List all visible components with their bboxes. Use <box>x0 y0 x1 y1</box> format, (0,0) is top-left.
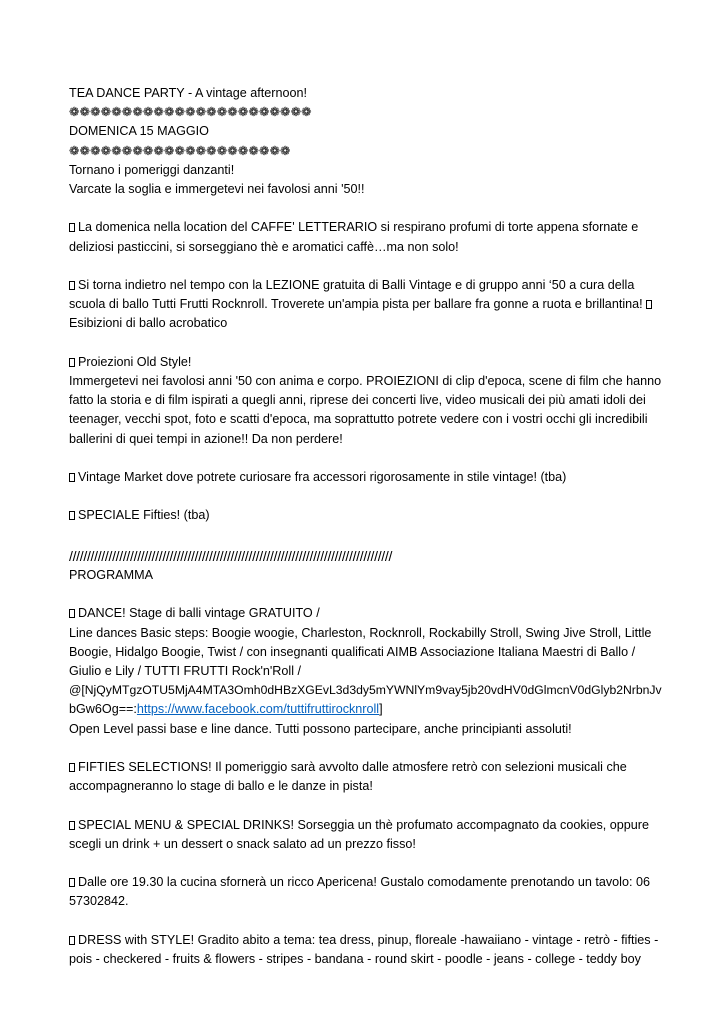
dance-link-line: bGw6Og==:https://www.facebook.com/tuttifruttirocknroll] <box>69 702 383 717</box>
dance-code: @[NjQyMTgzOTU5MjA4MTA3Omh0dHBzXGEvL3d3dy5mYWNlYm9vay5jb20vdHV0dGlmcnV0dGlyb2NrbnJv <box>69 683 662 698</box>
missing-glyph-icon <box>69 511 75 520</box>
paragraph-speciale: SPECIALE Fifties! (tba) <box>69 506 669 525</box>
missing-glyph-icon <box>646 300 652 309</box>
paragraph-dress: DRESS with STYLE! Gradito abito a tema: tea dress, pinup, floreale -hawaiiano - vintage - retrò - fifties - pois - checkered - fruits & flowers - stripes - bandana - round skirt - poodle - jeans - college - teddy boy <box>69 932 659 966</box>
paragraph-market: Vintage Market dove potrete curiosare fra accessori rigorosamente in stile vintage! (tba) <box>69 468 669 487</box>
paragraph-lesson: Si torna indietro nel tempo con la LEZIONE gratuita di Balli Vintage e di gruppo anni ‘50 a cura della scuola di ballo Tutti Frutti Rocknroll. Troverete un'ampia pista per ballare fra gonne a ruota e brillantina! Esibizioni di ballo acrobatico <box>69 276 669 334</box>
dance-level: Open Level passi base e line dance. Tutti possono partecipare, anche principianti assoluti! <box>69 721 572 736</box>
paragraph-fifties: FIFTIES SELECTIONS! Il pomeriggio sarà avvolto dalle atmosfere retrò con selezioni musicali che accompagneranno lo stage di ballo e le danze in pista! <box>69 759 627 794</box>
slash-divider: ////////////////////////////////////////////////////////////////////////////////////////// <box>69 547 393 564</box>
missing-glyph-icon <box>69 763 75 772</box>
event-title: TEA DANCE PARTY - A vintage afternoon! <box>69 86 308 100</box>
program-heading: PROGRAMMA <box>69 567 153 582</box>
event-date: DOMENICA 15 MAGGIO <box>69 124 209 139</box>
missing-glyph-icon <box>69 281 75 290</box>
paragraph-apericena: Dalle ore 19.30 la cucina sfornerà un ricco Apericena! Gustalo comodamente prenotando un tavolo: 06 57302842. <box>69 875 650 909</box>
dance-title: DANCE! Stage di balli vintage GRATUITO / <box>69 604 669 623</box>
missing-glyph-icon <box>69 223 75 232</box>
decorative-stars: ❁❁❁❁❁❁❁❁❁❁❁❁❁❁❁❁❁❁❁❁❁❁❁ <box>69 105 312 120</box>
intro-line: Tornano i pomeriggi danzanti! <box>69 162 235 177</box>
paragraph-menu: SPECIAL MENU & SPECIAL DRINKS! Sorseggia un thè profumato accompagnato da cookies, oppure scegli un drink + un dessert o snack salato ad un prezzo fisso! <box>69 817 649 851</box>
document-body <box>69 84 669 969</box>
missing-glyph-icon <box>69 473 75 482</box>
paragraph-location: La domenica nella location del CAFFE' LETTERARIO si respirano profumi di torte appena sfornate e deliziosi pasticcini, si sorseggiano thè e aromatici caffè…ma non solo! <box>69 220 639 254</box>
facebook-link[interactable]: https://www.facebook.com/tuttifruttirocknroll <box>136 702 380 717</box>
missing-glyph-icon <box>69 936 75 945</box>
paragraph-projections: Immergetevi nei favolosi anni '50 con anima e corpo. PROIEZIONI di clip d'epoca, scene di film che hanno fatto la storia e di film ispirati a quegli anni, riprese dei concerti live, video musicali dei più amati idoli dei teenager, vecchi spot, foto e scatti d'epoca, ma soprattutto potrete vedere con i vostri occhi gli incredibili ballerini di quei tempi in azione!! Da non perdere! <box>69 374 662 446</box>
missing-glyph-icon <box>69 358 75 367</box>
paragraph-projections-title: Proiezioni Old Style! <box>69 353 669 372</box>
dance-text: Line dances Basic steps: Boogie woogie, Charleston, Rocknroll, Rockabilly Stroll, Swing Jive Stroll, Little Boogie, Hidalgo Boogie, Twist / con insegnanti qualificati AIMB Associazione Italiana Maestri di Ballo / Giulio e Lily / TUTTI FRUTTI Rock'n'Roll / <box>69 625 652 678</box>
intro-line: Varcate la soglia e immergetevi nei favolosi anni '50!! <box>69 182 365 197</box>
decorative-stars: ❁❁❁❁❁❁❁❁❁❁❁❁❁❁❁❁❁❁❁❁❁ <box>69 143 291 158</box>
missing-glyph-icon <box>69 878 75 887</box>
missing-glyph-icon <box>69 609 75 618</box>
missing-glyph-icon <box>69 821 75 830</box>
